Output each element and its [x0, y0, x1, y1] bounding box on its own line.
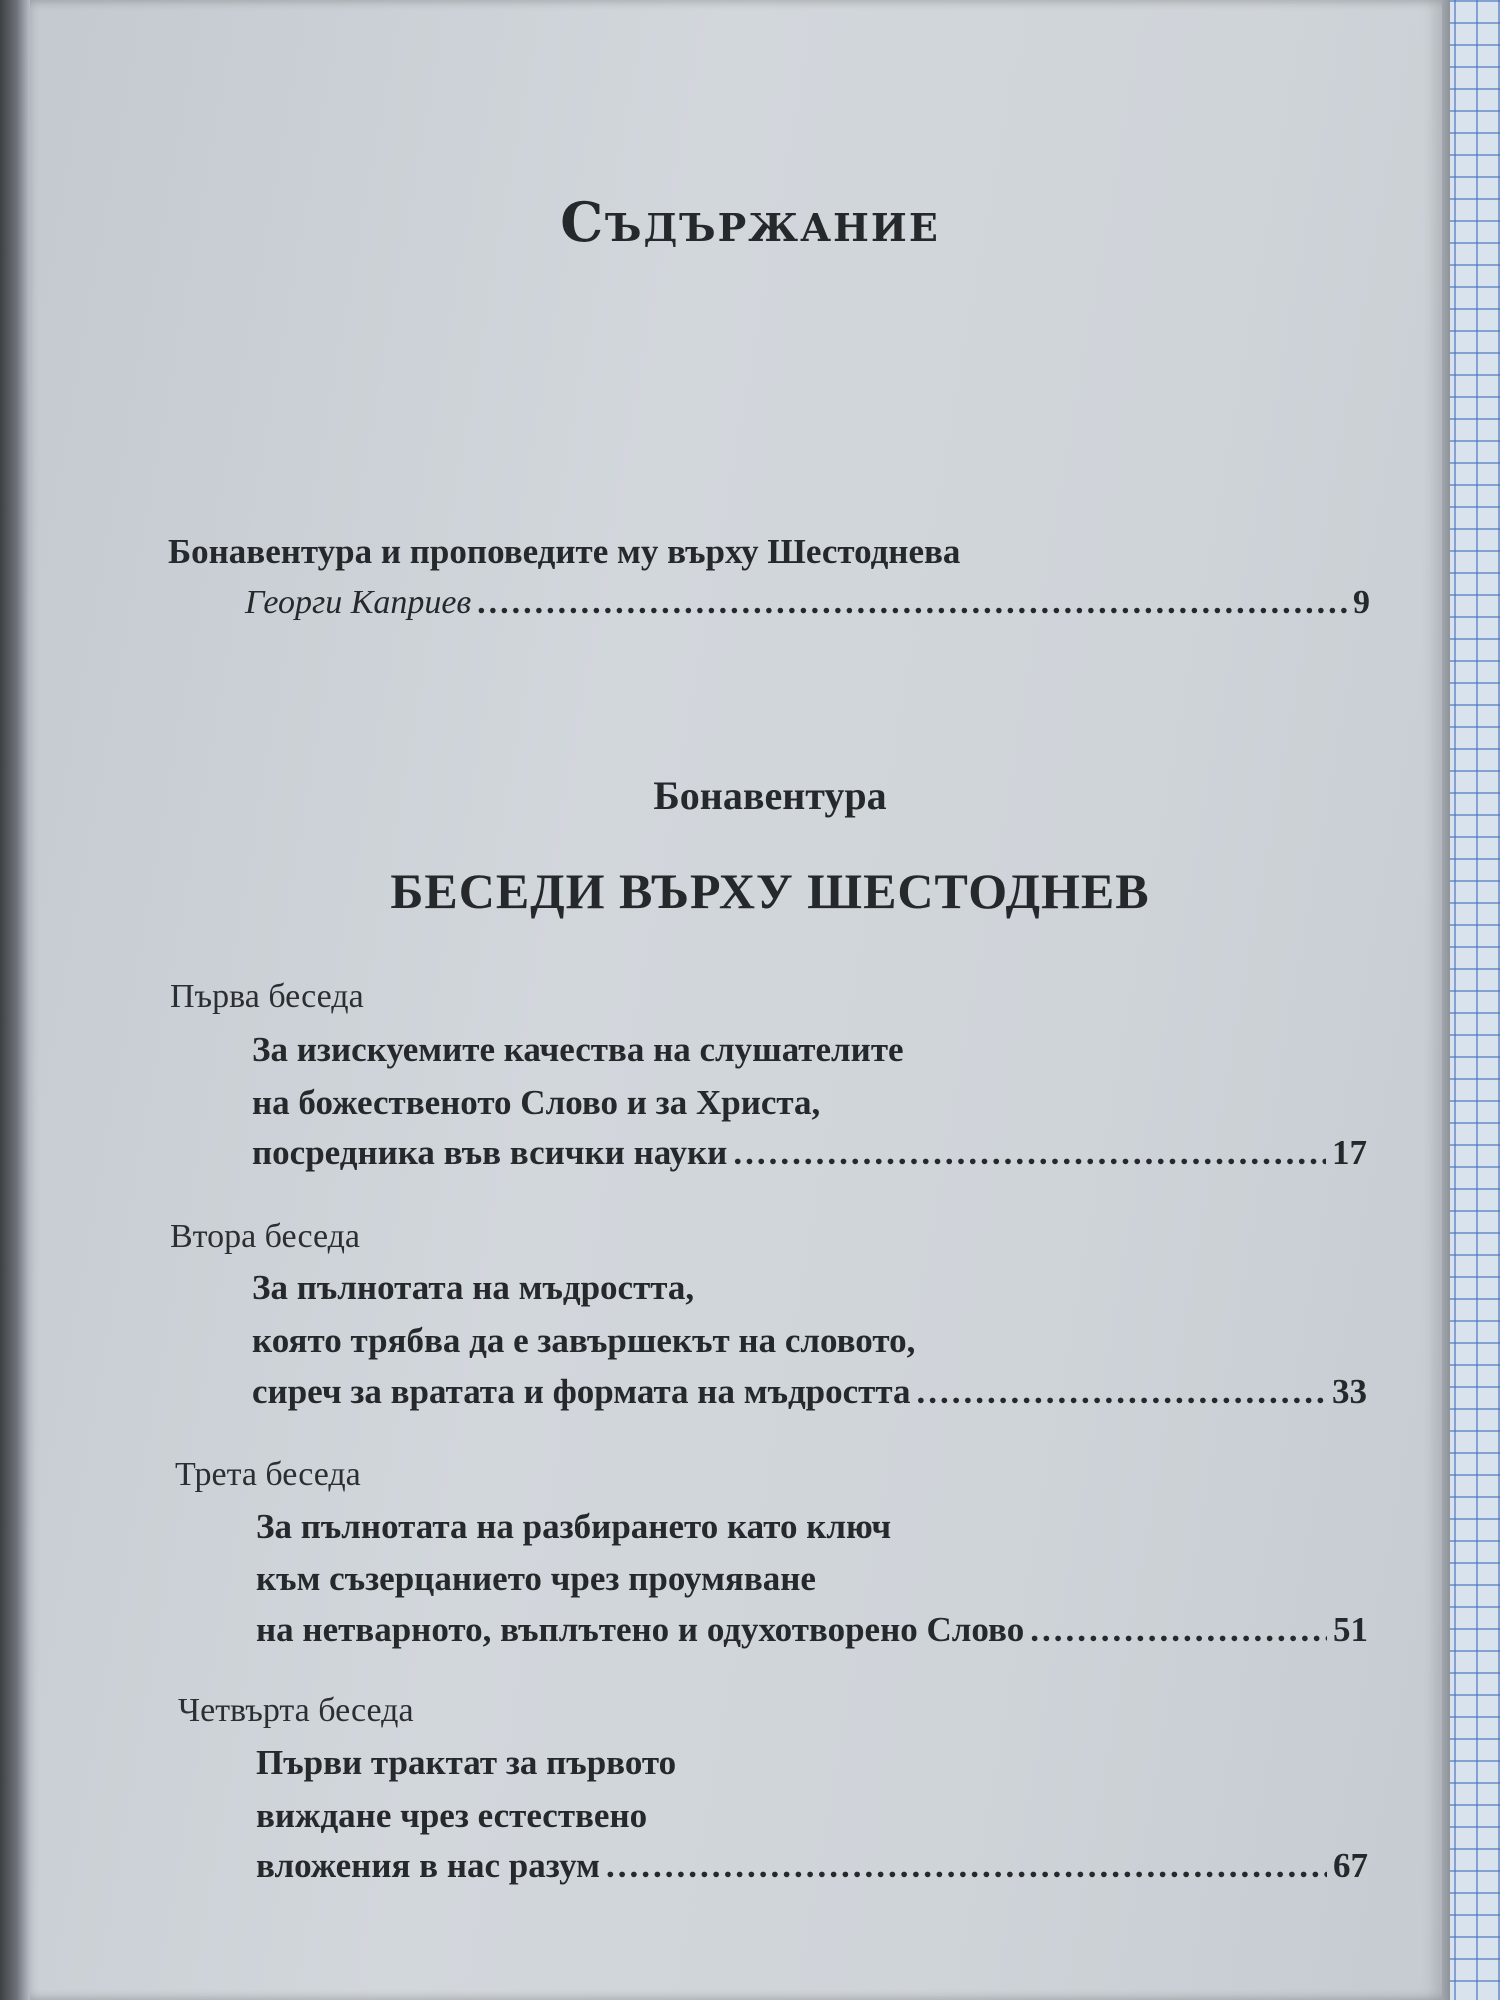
book-spine-edge	[0, 0, 30, 2000]
chapter-title-line: За пълнотата на мъдростта,	[252, 1268, 695, 1307]
page-title: Съдържание	[560, 190, 940, 254]
chapter-title-line: Първи трактат за първото	[256, 1743, 677, 1782]
chapter-heading: Трета беседа	[175, 1456, 361, 1493]
page-number: 33	[1332, 1372, 1367, 1411]
chapter-heading: Втора беседа	[170, 1218, 361, 1255]
chapter-entry-row[interactable]	[256, 1610, 1368, 1650]
chapter-title-line: вложения в нас разум	[256, 1846, 600, 1885]
chapter-entry-row[interactable]	[252, 1372, 1367, 1412]
intro-title: Бонавентура и проповедите му върху Шестоднева	[168, 532, 961, 571]
chapter-title-line: на нетварното, въплътено и одухотворено Слово	[256, 1610, 1025, 1649]
chapter-title-line: към съзерцанието чрез проумяване	[256, 1559, 816, 1598]
dot-leader	[606, 1846, 1327, 1886]
chapter-title-line: виждане чрез естествено	[256, 1796, 648, 1835]
dot-leader	[1030, 1610, 1327, 1650]
page-number: 9	[1353, 584, 1370, 621]
chapter-title-line: За пълнотата на разбирането като ключ	[256, 1507, 892, 1546]
dot-leader	[477, 584, 1347, 622]
dot-leader	[917, 1372, 1327, 1412]
page-number: 51	[1333, 1610, 1368, 1649]
book-title: БЕСЕДИ ВЪРХУ ШЕСТОДНЕВ	[390, 863, 1150, 919]
page-number: 17	[1332, 1133, 1367, 1172]
chapter-title-line: сиреч за вратата и формата на мъдростта	[252, 1372, 911, 1411]
chapter-title-line: За изискуемите качества на слушателите	[252, 1030, 904, 1069]
author-heading: Бонавентура	[653, 773, 887, 818]
intro-entry-row[interactable]	[245, 584, 1370, 622]
chapter-entry-row[interactable]	[252, 1133, 1367, 1173]
page-number: 67	[1333, 1846, 1368, 1885]
dot-leader	[733, 1133, 1326, 1173]
chapter-heading: Първа беседа	[170, 978, 364, 1015]
chapter-entry-row[interactable]	[256, 1846, 1368, 1886]
intro-author: Георги Каприев	[245, 584, 472, 621]
chapter-title-line: която трябва да е завършекът на словото,	[252, 1321, 916, 1360]
chapter-title-line: посредника във всички науки	[252, 1133, 728, 1172]
chapter-heading: Четвърта беседа	[178, 1692, 414, 1729]
chapter-title-line: на божественото Слово и за Христа,	[252, 1083, 821, 1122]
